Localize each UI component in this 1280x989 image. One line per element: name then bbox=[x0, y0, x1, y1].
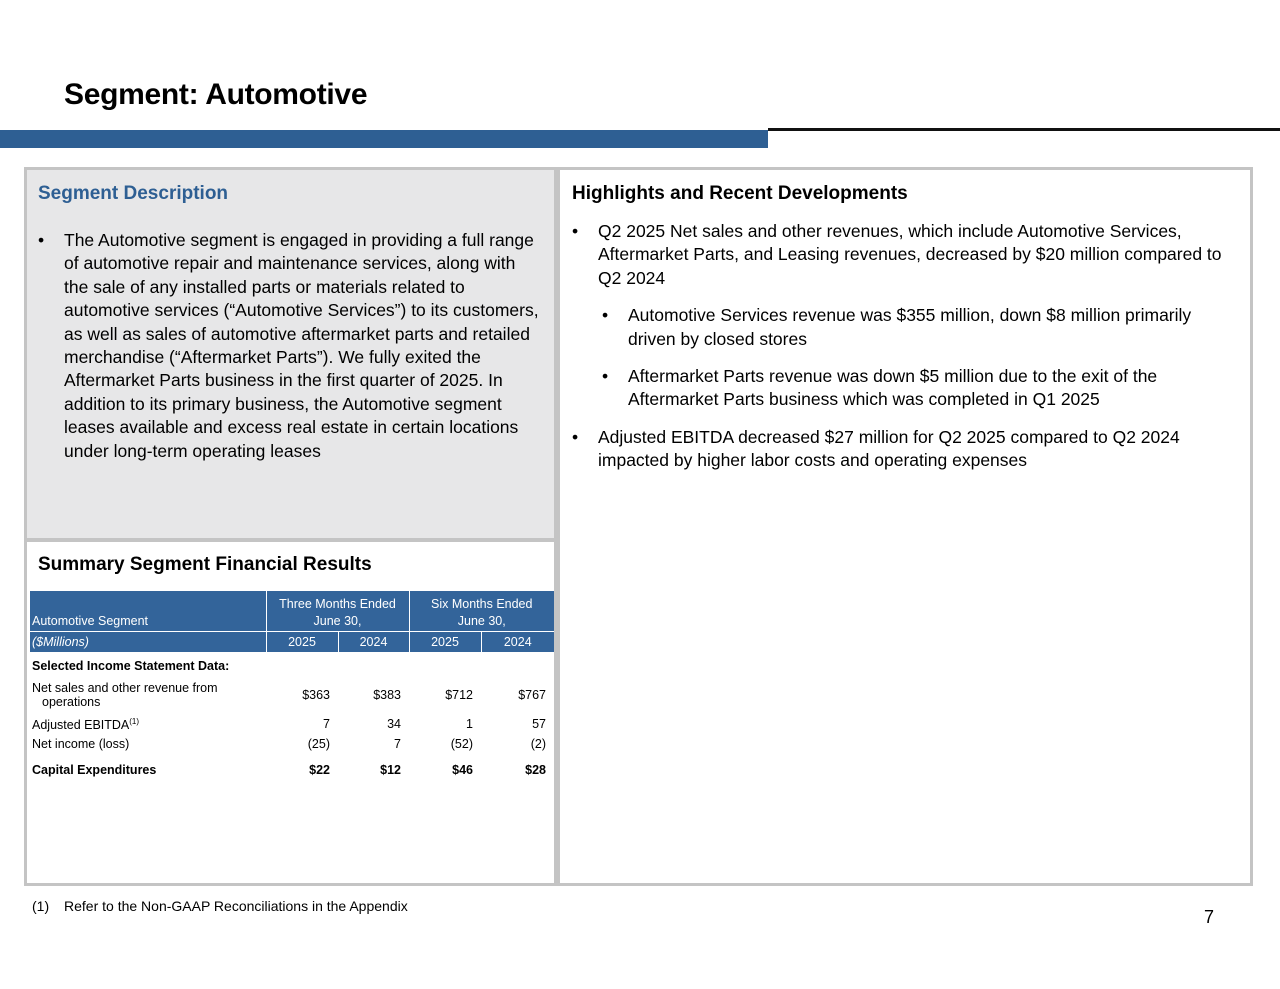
bullet: • bbox=[602, 366, 609, 387]
year-header: 2025 bbox=[266, 632, 338, 653]
table-row bbox=[30, 676, 554, 714]
bullet: • bbox=[38, 230, 45, 250]
year-header: 2024 bbox=[481, 632, 554, 653]
table-row bbox=[30, 714, 554, 734]
table-cell: 1 bbox=[466, 717, 473, 731]
row-label-line: operations bbox=[42, 695, 101, 709]
six-months-period: June 30, bbox=[409, 611, 554, 632]
highlight-text: Automotive Services revenue was $355 million, down $8 million primarily driven by closed stores bbox=[628, 305, 1192, 349]
row-label-text: Adjusted EBITDA bbox=[32, 717, 130, 732]
row-label: Capital Expenditures bbox=[32, 763, 157, 777]
table-cell: (25) bbox=[307, 737, 330, 751]
bullet: • bbox=[572, 221, 579, 241]
description-list bbox=[38, 229, 543, 463]
table-cell: (52) bbox=[450, 737, 473, 751]
highlight-text: Q2 2025 Net sales and other revenues, which include Automotive Services, Aftermarket Parts, and Leasing revenues, decreased by $20 million compared to Q2 2024 bbox=[598, 221, 1222, 288]
table-cell: $12 bbox=[380, 763, 401, 777]
table-cell: $46 bbox=[452, 763, 473, 777]
table-row bbox=[30, 734, 554, 754]
row-label bbox=[30, 676, 266, 714]
section-label: Selected Income Statement Data: bbox=[32, 659, 230, 673]
table-cell: $767 bbox=[518, 688, 546, 702]
units-label: ($Millions) bbox=[30, 632, 266, 653]
table-cell: 7 bbox=[394, 737, 401, 751]
highlight-item bbox=[572, 220, 1240, 290]
segment-label: Automotive Segment bbox=[30, 591, 266, 632]
highlight-text: Adjusted EBITDA decreased $27 million for Q2 2025 compared to Q2 2024 impacted by higher labor costs and operating expenses bbox=[598, 426, 1180, 471]
highlight-subitem bbox=[572, 304, 1240, 351]
table-cell: $383 bbox=[373, 688, 401, 702]
table-cell: $712 bbox=[445, 688, 473, 702]
table-cell: 34 bbox=[387, 717, 401, 731]
footnote-marker: (1) bbox=[32, 898, 50, 914]
year-header: 2024 bbox=[338, 632, 409, 653]
section-row bbox=[30, 652, 554, 676]
row-label-line: Net sales and other revenue from bbox=[32, 681, 218, 695]
table-cell: $22 bbox=[309, 763, 330, 777]
header-row bbox=[30, 591, 554, 611]
row-label: Net income (loss) bbox=[32, 737, 130, 751]
summary-title: Summary Segment Financial Results bbox=[38, 554, 372, 575]
bullet: • bbox=[572, 426, 579, 447]
row-label bbox=[30, 714, 266, 734]
highlight-text: Aftermarket Parts revenue was down $5 million due to the exit of the Aftermarket Parts business which was completed in Q1 2025 bbox=[628, 366, 1158, 410]
six-months-header: Six Months Ended bbox=[409, 591, 554, 611]
three-months-period: June 30, bbox=[266, 611, 409, 632]
panel-divider bbox=[27, 538, 554, 542]
table-cell: $363 bbox=[302, 688, 330, 702]
table-cell: 57 bbox=[532, 717, 546, 731]
page-title: Segment: Automotive bbox=[64, 78, 368, 111]
description-item bbox=[38, 229, 543, 463]
footnote bbox=[32, 898, 408, 914]
description-title: Segment Description bbox=[38, 183, 229, 204]
table-row bbox=[30, 760, 554, 780]
table-cell: (2) bbox=[530, 737, 546, 751]
highlights-list bbox=[572, 220, 1240, 473]
bullet: • bbox=[602, 305, 609, 326]
footnote-ref: (1) bbox=[129, 716, 140, 726]
description-text: The Automotive segment is engaged in providing a full range of automotive repair and maintenance services, along with the sale of any installed parts or materials related to automotive services (“Automotive Services”) to its customers, as well as sales of automotive aftermarket parts and retailed merchandise (“Aftermarket Parts”). We fully exited the Aftermarket Parts business in the first quarter of 2025. In addition to its primary business, the Automotive segment leases available and excess real estate in certain locations under long-term operating leases bbox=[64, 230, 539, 461]
highlights-title: Highlights and Recent Developments bbox=[572, 183, 908, 204]
title-accent-bar bbox=[0, 130, 768, 148]
page-number: 7 bbox=[1204, 907, 1215, 927]
year-header: 2025 bbox=[409, 632, 481, 653]
header-row bbox=[30, 632, 554, 653]
highlight-item bbox=[572, 426, 1240, 473]
three-months-header: Three Months Ended bbox=[266, 591, 409, 611]
table-cell: $28 bbox=[525, 763, 546, 777]
column-divider bbox=[554, 170, 560, 883]
table-cell: 7 bbox=[323, 717, 330, 731]
title-rule bbox=[768, 128, 1280, 131]
footnote-text: Refer to the Non-GAAP Reconciliations in the Appendix bbox=[64, 898, 408, 914]
financial-table bbox=[30, 591, 554, 780]
highlight-subitem bbox=[572, 365, 1240, 412]
